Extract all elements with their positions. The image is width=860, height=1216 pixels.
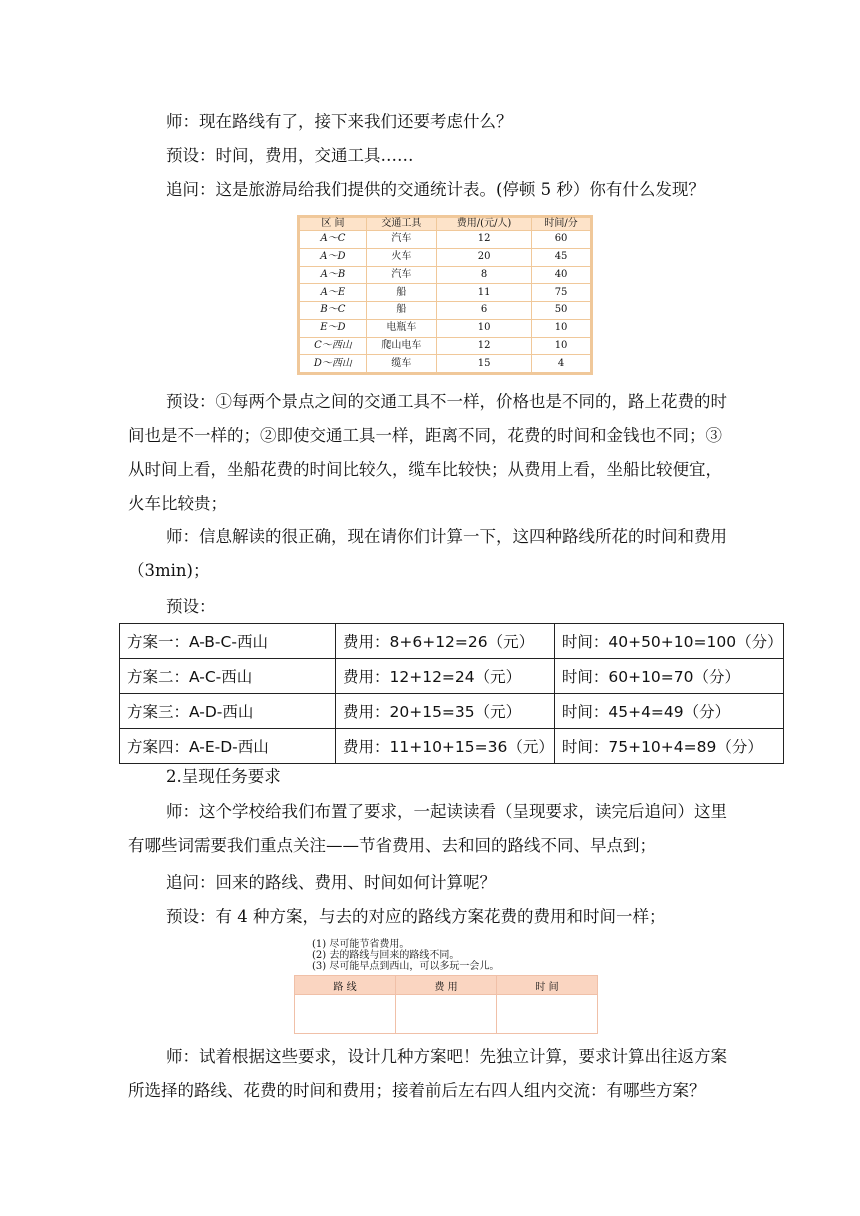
cell-interval: C～西山 [300, 337, 367, 355]
table-row [300, 319, 591, 337]
table-row [300, 337, 591, 355]
requirements-image [292, 937, 598, 1029]
plan-route-cell: 方案四：A-E-D-西山 [120, 729, 336, 764]
cell-interval: A～B [300, 266, 367, 284]
cell-cost: 20 [437, 248, 532, 266]
plan-cost-cell: 费用：8+6+12=26（元） [336, 624, 555, 659]
cell-time: 4 [532, 355, 591, 373]
cell-cost: 8 [437, 266, 532, 284]
table-row [120, 659, 784, 694]
paragraph-preset-label: 预设： [166, 597, 216, 616]
plan-time-cell: 时间：45+4=49（分） [554, 694, 783, 729]
requirement-item: (2) 去的路线与回来的路线不同。 [312, 950, 460, 961]
section-heading-task-requirements: 2.呈现任务要求 [166, 767, 281, 786]
cell-interval: D～西山 [300, 355, 367, 373]
cell-cost: 15 [437, 355, 532, 373]
header-route: 路 线 [295, 976, 396, 995]
plan-time-cell: 时间：40+50+10=100（分） [554, 624, 783, 659]
table-row [295, 995, 598, 1034]
cell-time: 60 [532, 231, 591, 249]
header-cost: 费用/(元/人) [437, 218, 532, 231]
paragraph-teacher-design-plans: 师：试着根据这些要求，设计几种方案吧！先独立计算，要求计算出往返方案所选择的路线、花费的时间和费用；接着前后左右四人组内交流：有哪些方案？ [128, 1047, 727, 1100]
transport-statistics-image [297, 215, 593, 375]
blank-cell [295, 995, 396, 1034]
paragraph-followup-table: 追问：这是旅游局给我们提供的交通统计表。(停顿 5 秒）你有什么发现？ [166, 180, 705, 199]
cell-vehicle: 船 [366, 302, 436, 320]
cell-vehicle: 电瓶车 [366, 319, 436, 337]
cell-interval: B～C [300, 302, 367, 320]
table-row [300, 231, 591, 249]
cell-vehicle: 汽车 [366, 266, 436, 284]
plan-route-cell: 方案三：A-D-西山 [120, 694, 336, 729]
cell-vehicle: 汽车 [366, 231, 436, 249]
cell-time: 40 [532, 266, 591, 284]
paragraph-preset-findings: 预设：①每两个景点之间的交通工具不一样，价格也是不同的，路上花费的时间也是不一样的；②即使交通工具一样，距离不同，花费的时间和金钱也不同；③从时间上看，坐船花费的时间比较久，缆车比较快；从费用上看，坐船比较便宜，火车比较贵； [128, 392, 727, 513]
blank-cell [497, 995, 598, 1034]
cell-time: 50 [532, 302, 591, 320]
requirement-item: (1) 尽可能节省费用。 [312, 939, 410, 950]
cell-cost: 11 [437, 284, 532, 302]
cell-vehicle: 缆车 [366, 355, 436, 373]
paragraph-preset-factors: 预设：时间，费用，交通工具…… [166, 146, 414, 165]
cell-interval: E～D [300, 319, 367, 337]
requirements-answer-table [294, 975, 598, 1034]
cell-vehicle: 船 [366, 284, 436, 302]
header-interval: 区 间 [300, 218, 367, 231]
table-row [300, 248, 591, 266]
cell-cost: 12 [437, 231, 532, 249]
requirements-header-row [295, 976, 598, 995]
cell-cost: 6 [437, 302, 532, 320]
transport-table-header-row [300, 218, 591, 231]
table-row [300, 266, 591, 284]
paragraph-preset-four-plans: 预设：有 4 种方案，与去的对应的路线方案花费的费用和时间一样； [166, 907, 666, 926]
plan-table [119, 623, 784, 764]
table-row [120, 624, 784, 659]
header-time: 时 间 [497, 976, 598, 995]
cell-cost: 12 [437, 337, 532, 355]
plan-time-cell: 时间：75+10+4=89（分） [554, 729, 783, 764]
cell-interval: A～C [300, 231, 367, 249]
table-row [300, 355, 591, 373]
paragraph-teacher-calculate: 师：信息解读的很正确，现在请你们计算一下，这四种路线所花的时间和费用（3min)； [128, 527, 727, 580]
plan-cost-cell: 费用：11+10+15=36（元） [336, 729, 555, 764]
cell-cost: 10 [437, 319, 532, 337]
table-row [300, 302, 591, 320]
plan-route-cell: 方案二：A-C-西山 [120, 659, 336, 694]
transport-statistics-table [299, 217, 591, 373]
table-row [120, 729, 784, 764]
blank-cell [396, 995, 497, 1034]
header-time: 时间/分 [532, 218, 591, 231]
paragraph-teacher-question: 师：现在路线有了，接下来我们还要考虑什么？ [166, 112, 513, 131]
cell-vehicle: 爬山电车 [366, 337, 436, 355]
paragraph-teacher-requirements: 师：这个学校给我们布置了要求，一起读读看（呈现要求，读完后追问）这里有哪些词需要我们重点关注——节省费用、去和回的路线不同、早点到； [128, 802, 727, 855]
plan-cost-cell: 费用：12+12=24（元） [336, 659, 555, 694]
header-cost: 费 用 [396, 976, 497, 995]
requirement-item: (3) 尽可能早点到西山，可以多玩一会儿。 [312, 961, 500, 972]
cell-vehicle: 火车 [366, 248, 436, 266]
plan-time-cell: 时间：60+10=70（分） [554, 659, 783, 694]
cell-time: 75 [532, 284, 591, 302]
plan-route-cell: 方案一：A-B-C-西山 [120, 624, 336, 659]
paragraph-followup-return: 追问：回来的路线、费用、时间如何计算呢？ [166, 873, 496, 892]
cell-time: 45 [532, 248, 591, 266]
cell-time: 10 [532, 337, 591, 355]
cell-interval: A～E [300, 284, 367, 302]
cell-interval: A～D [300, 248, 367, 266]
table-row [120, 694, 784, 729]
table-row [300, 284, 591, 302]
header-vehicle: 交通工具 [366, 218, 436, 231]
plan-cost-cell: 费用：20+15=35（元） [336, 694, 555, 729]
cell-time: 10 [532, 319, 591, 337]
